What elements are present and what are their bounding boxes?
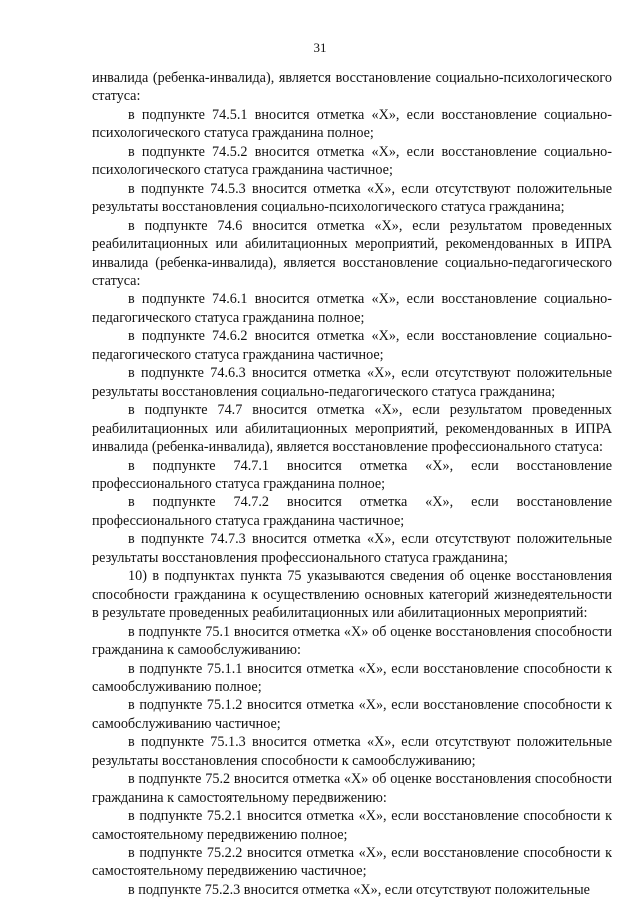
document-paragraph: в подпункте 75.2.2 вносится отметка «X», если восстановление способности к самостоятельному передвижению частичное; bbox=[92, 845, 612, 880]
document-paragraph: в подпункте 75.2.1 вносится отметка «X», если восстановление способности к самостоятельному передвижению полное; bbox=[92, 808, 612, 843]
document-paragraph: инвалида (ребенка-инвалида), является восстановление социально-психологического статуса: bbox=[92, 70, 612, 105]
document-paragraph: в подпункте 74.5.2 вносится отметка «X», если восстановление социально-психологического статуса гражданина частичное; bbox=[92, 143, 612, 179]
document-paragraph: в подпункте 74.5.1 вносится отметка «X», если восстановление социально-психологического статуса гражданина полное; bbox=[92, 106, 612, 142]
page-number: 31 bbox=[313, 40, 327, 55]
document-paragraph: в подпункте 74.6 вносится отметка «X», если результатом проведенных реабилитационных или абилитационных мероприятий, рекомендованных в ИПРА инвалида (ребенка-инвалида), является восстановление социально-педагогического статуса: bbox=[92, 217, 612, 289]
document-paragraph: в подпункте 74.6.1 вносится отметка «X», если восстановление социально-педагогического статуса гражданина полное; bbox=[92, 291, 612, 326]
document-paragraph: в подпункте 74.7 вносится отметка «X», если результатом проведенных реабилитационных или абилитационных мероприятий, рекомендованных в ИПРА инвалида (ребенка-инвалида), является восстановление профессионального статуса: bbox=[92, 402, 612, 456]
document-paragraph: в подпункте 74.7.1 вносится отметка «X», если восстановление профессионального статуса гражданина полное; bbox=[92, 457, 612, 492]
document-paragraph: в подпункте 74.5.3 вносится отметка «X», если отсутствуют положительные результаты восстановления социально-психологического статуса гражданина; bbox=[92, 180, 612, 216]
document-paragraph: в подпункте 74.6.2 вносится отметка «X», если восстановление социально-педагогического статуса гражданина частичное; bbox=[92, 328, 612, 363]
document-body bbox=[92, 69, 612, 899]
document-paragraph: в подпункте 75.2.3 вносится отметка «X», если отсутствуют положительные bbox=[128, 881, 590, 898]
document-paragraph: в подпункте 75.1.3 вносится отметка «X», если отсутствуют положительные результаты восстановления способности к самообслуживанию; bbox=[92, 734, 612, 769]
document-paragraph: в подпункте 74.7.3 вносится отметка «X», если отсутствуют положительные результаты восстановления профессионального статуса гражданина; bbox=[92, 531, 612, 566]
document-paragraph: 10) в подпунктах пункта 75 указываются сведения об оценке восстановления способности гражданина к осуществлению основных категорий жизнедеятельности в результате проведенных реабилитационных или абилитационных мероприятий: bbox=[92, 568, 612, 622]
document-paragraph: в подпункте 75.1.2 вносится отметка «X», если восстановление способности к самообслуживанию частичное; bbox=[92, 697, 612, 732]
document-paragraph: в подпункте 74.7.2 вносится отметка «X», если восстановление профессионального статуса гражданина частичное; bbox=[92, 494, 612, 529]
document-paragraph: в подпункте 75.2 вносится отметка «X» об оценке восстановления способности гражданина к самостоятельному передвижению: bbox=[92, 771, 612, 806]
document-paragraph: в подпункте 75.1 вносится отметка «X» об оценке восстановления способности гражданина к самообслуживанию: bbox=[92, 623, 612, 659]
document-paragraph: в подпункте 75.1.1 вносится отметка «X», если восстановление способности к самообслуживанию полное; bbox=[92, 660, 612, 695]
document-paragraph: в подпункте 74.6.3 вносится отметка «X», если отсутствуют положительные результаты восстановления социально-педагогического статуса гражданина; bbox=[92, 365, 612, 400]
